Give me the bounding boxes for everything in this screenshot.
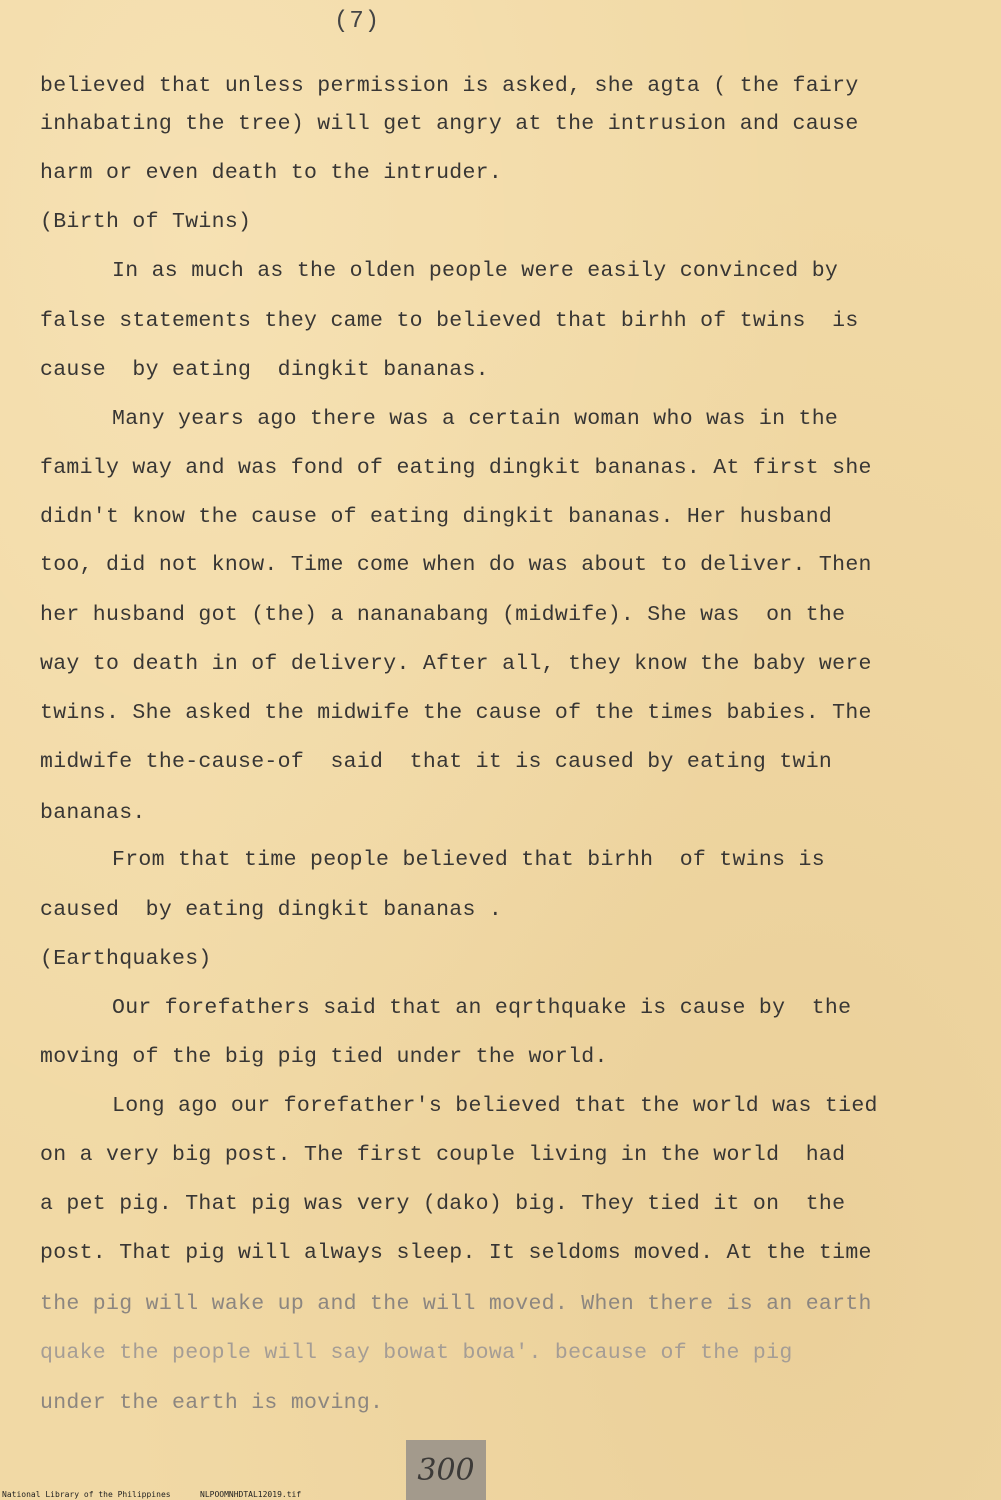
text-line: quake the people will say bowat bowa'. because of the pig: [40, 1341, 793, 1365]
text-line: In as much as the olden people were easily convinced by: [112, 259, 839, 283]
text-line: on a very big post. The first couple living in the world had: [40, 1143, 846, 1167]
text-line: a pet pig. That pig was very (dako) big. They tied it on the: [40, 1192, 846, 1216]
section-heading: (Birth of Twins): [40, 210, 252, 234]
text-line: family way and was fond of eating dingkit bananas. At first she: [40, 456, 872, 480]
text-line: midwife the-cause-of said that it is caused by eating twin: [40, 750, 833, 774]
text-line: Long ago our forefather's believed that the world was tied: [112, 1094, 878, 1118]
text-line: post. That pig will always sleep. It seldoms moved. At the time: [40, 1241, 872, 1265]
text-line: inhabating the tree) will get angry at the intrusion and cause: [40, 112, 859, 136]
text-line: the pig will wake up and the will moved. When there is an earth: [40, 1292, 872, 1316]
section-heading: (Earthquakes): [40, 947, 212, 971]
footer-filename: NLPOOMNHDTAL12019.tif: [200, 1490, 302, 1499]
footer-library: National Library of the Philippines: [2, 1490, 171, 1499]
text-line: didn't know the cause of eating dingkit bananas. Her husband: [40, 505, 833, 529]
page-number: (7): [334, 8, 381, 35]
text-line: under the earth is moving.: [40, 1391, 384, 1415]
text-line: caused by eating dingkit bananas .: [40, 898, 503, 922]
text-line: too, did not know. Time come when do was about to deliver. Then: [40, 553, 872, 577]
text-line: twins. She asked the midwife the cause of the times babies. The: [40, 701, 872, 725]
text-line: moving of the big pig tied under the world.: [40, 1045, 608, 1069]
text-line: bananas.: [40, 801, 146, 825]
text-line: Our forefathers said that an eqrthquake is cause by the: [112, 996, 852, 1020]
text-line: her husband got (the) a nananabang (midwife). She was on the: [40, 603, 846, 627]
text-line: Many years ago there was a certain woman who was in the: [112, 407, 839, 431]
text-line: believed that unless permission is asked, she agta ( the fairy: [40, 74, 859, 98]
text-line: way to death in of delivery. After all, they know the baby were: [40, 652, 872, 676]
archive-stamp: 300: [406, 1440, 486, 1500]
text-line: false statements they came to believed that birhh of twins is: [40, 309, 859, 333]
text-line: From that time people believed that birhh of twins is: [112, 848, 825, 872]
text-line: cause by eating dingkit bananas.: [40, 358, 489, 382]
text-line: harm or even death to the intruder.: [40, 161, 503, 185]
